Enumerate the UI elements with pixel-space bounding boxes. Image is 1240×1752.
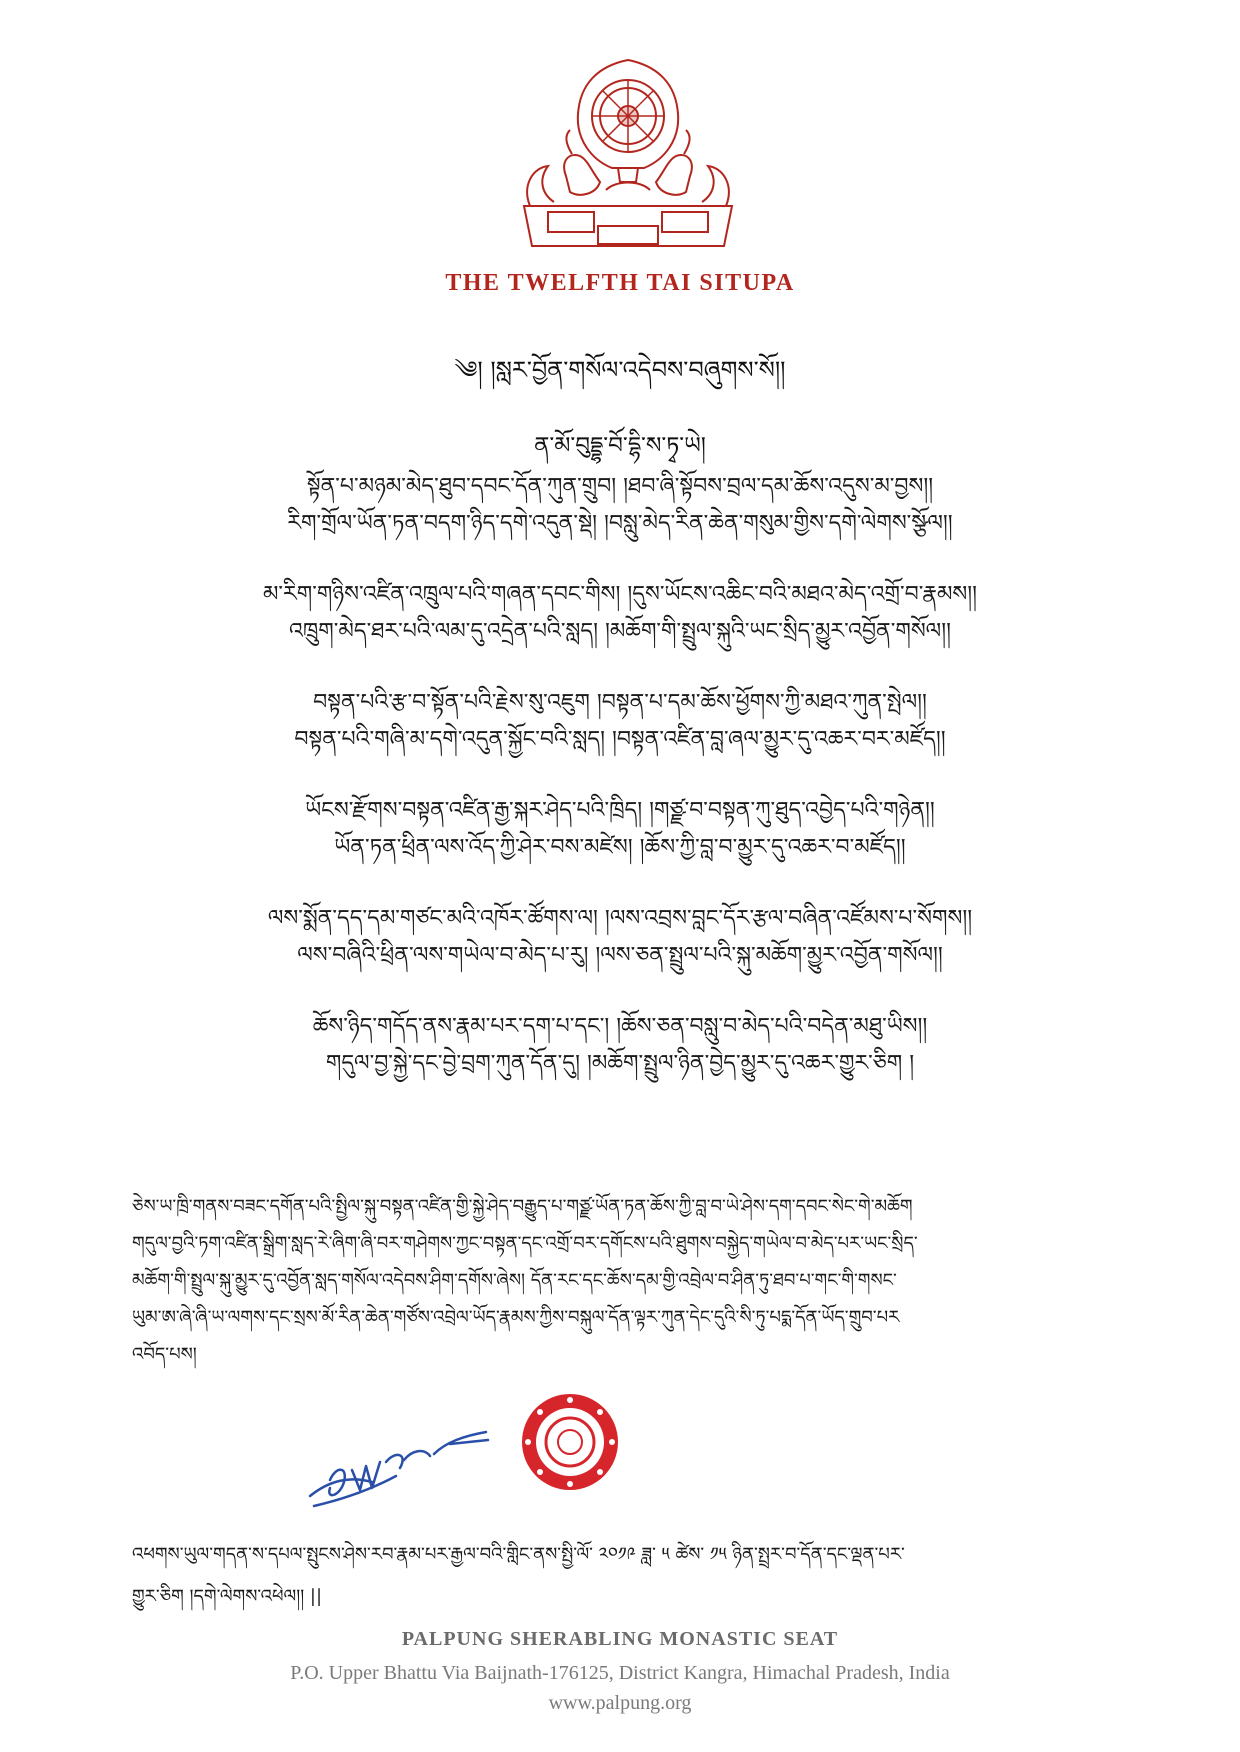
- letter-heading: ༄། །སླར་བྱོན་གསོལ་འདེབས་བཞུགས་སོ།།: [454, 356, 786, 384]
- verse-line: ལས་སྨོན་དད་དམ་གཙང་མའི་འཁོར་ཚོགས་ལ། །ལས་འབྲས་བླང་དོར་རྩལ་བཞིན་འཛོམས་པ་སོགས།།: [267, 906, 973, 931]
- handwritten-signature: [300, 1410, 500, 1520]
- footer-org-name: PALPUNG SHERABLING MONASTIC SEAT: [401, 1628, 839, 1650]
- colophon-line: མཆོག་གི་སྤྲུལ་སྐུ་མྱུར་དུ་འབྱོན་སླད་གསོལ་འདེབས་ཤིག་དགོས་ཞེས། དོན་རང་དང་ཆོས་དམ་གྱི་འབྲེལ་བ་ཤིན་ཏུ་ཐབ་པ་གང་གི་གསང་: [132, 1270, 897, 1291]
- verse-line: ཡོངས་རྫོགས་བསྟན་འཛིན་རྒྱ་སྐར་ཤེད་པའི་ཁྲིད། །གཙྫ་བ་བསྟན་ཀུ་ཐུད་འབྱེད་པའི་གཉེན།།: [305, 798, 935, 823]
- verse-line: མ་རིག་གཉིས་འཛིན་འཁྲུལ་པའི་གཞན་དབང་གིས། །དུས་ཡོངས་འཆིང་བའི་མཐའ་མེད་འགྲོ་བ་རྣམས།།: [262, 582, 978, 607]
- stanza: [0, 576, 1240, 650]
- verse-line: བསྟན་པའི་གཞི་མ་དགེ་འདུན་སྐྱོང་བའི་སླད། །བསྟན་འཛིན་བླ་ཞལ་མྱུར་དུ་འཆར་བར་མཛོད།།: [294, 727, 946, 752]
- verse-line: གདུལ་བྱ་སྐྱེ་དང་བྱེ་བྲག་ཀུན་དོན་དུ། །མཆོག་སྤྲུལ་ཉིན་བྱེད་མྱུར་དུ་འཆར་གྱུར་ཅིག །: [325, 1051, 915, 1076]
- verse-line: འཁྲུག་མེད་ཐར་པའི་ལམ་དུ་འདྲེན་པའི་སླད། །མཆོག་གི་སྤྲུལ་སྐུའི་ཡང་སྲིད་མྱུར་འབྱོན་གསོལ།།: [289, 619, 951, 644]
- date-line: [132, 1534, 1102, 1618]
- stanza: [0, 1008, 1240, 1082]
- verse-line: བསྟན་པའི་རྩ་བ་སྟོན་པའི་རྗེས་སུ་འཇུག །བསྟན་པ་དམ་ཆོས་ཕྱོགས་ཀྱི་མཐའ་ཀུན་སྤེལ།།: [313, 690, 927, 715]
- verse-line: ཡོན་ཏན་ཕྲིན་ལས་འོད་ཀྱི་ཤེར་བས་མཛེས། །ཆོས་ཀྱི་བླ་བ་མྱུར་དུ་འཆར་བ་མཛོད།།: [334, 835, 906, 860]
- colophon-line: ཅེས་ཡ་ཁྲི་གནས་བཟང་དགོན་པའི་སྤྱིལ་སྐུ་བསྟན་འཛིན་གྱི་སྐྱེ་ཤེད་བརྒྱུད་པ་གཙྫ་ཡོན་ཏན་ཆོས་ཀྱི་བླ་བ་ཡེ་ཤེས་དག་དབང་སེང་གེ་མཆོག: [132, 1196, 913, 1217]
- footer-address: P.O. Upper Bhattu Via Baijnath-176125, District Kangra, Himachal Pradesh, India: [290, 1662, 950, 1684]
- date-line-text: གྱུར་ཅིག །དགེ་ལེགས་འཕེལ།། ||: [132, 1586, 323, 1607]
- verse-line: ཆོས་ཉིད་གདོད་ནས་རྣམ་པར་དག་པ་དང་། །ཆོས་ཅན་བསླུ་བ་མེད་པའི་བདེན་མཐུ་ཡིས།།: [312, 1014, 928, 1039]
- stanza: [0, 900, 1240, 974]
- verse-line: སྟོན་པ་མཉམ་མེད་ཐུབ་དབང་དོན་ཀུན་གྲུབ། །ཐབ་ཞི་སྟོབས་བྲལ་དམ་ཆོས་འདུས་མ་བྱས།།: [306, 474, 934, 499]
- colophon-line: གདུལ་བྱའི་ཏག་འཛིན་སྒྲིག་སླད་རེ་ཞིག་ཞི་བར་གཤེགས་ཀྱང་བསྟན་དང་འགྲོ་བར་དགོངས་པའི་ཐུགས་བསྐྱེད་གཡེལ་བ་མེད་པར་ཡང་སྲིད་: [132, 1233, 918, 1254]
- header-title: THE TWELFTH TAI SITUPA: [445, 270, 795, 296]
- colophon-line: ཡུམ་ཨ་ཞེ་ཞི་ཡ་ལགས་དང་སྲས་མོ་རིན་ཆེན་གཙོས་འབྲེལ་ཡོད་རྣམས་ཀྱིས་བསྐུལ་དོན་ལྟར་ཀུན་དེང་དུའི་སི་ཏུ་པདྨ་དོན་ཡོད་གྲུབ་པར: [132, 1307, 900, 1328]
- colophon-line: འབོད་པས།: [132, 1344, 197, 1365]
- stanza: [0, 792, 1240, 866]
- date-line-text: འཕགས་ཡུལ་གདན་ས་དཔལ་སྤུངས་ཤེས་རབ་རྣམ་པར་རྒྱལ་བའི་གླིང་ནས་སྤྱི་ལོ་ ༢༠༡༩ ཟླ་ ༥ ཚེས་ ༡༥ ཉིན་སྤྲར་བ་དོན་དང་ལྡན་པར་: [132, 1544, 905, 1565]
- stanza: [0, 684, 1240, 758]
- verse-line: ལས་བཞིའི་ཕྲིན་ལས་གཡེལ་བ་མེད་པ་རུ། །ལས་ཅན་སྤྲུལ་པའི་སྐུ་མཆོག་མྱུར་འབྱོན་གསོལ།།: [297, 943, 943, 968]
- footer-website-link[interactable]: www.palpung.org: [548, 1692, 692, 1714]
- dharma-wheel-emblem: [508, 56, 748, 256]
- verse-section: [0, 468, 1240, 1116]
- mantra-line: ན་མོ་བུདྡྷ་བོ་དྷི་ས་ཏྭ་ཡེ།: [534, 433, 706, 459]
- red-seal-stamp: [518, 1390, 622, 1494]
- verse-line: རིག་གྲོལ་ཡོན་ཏན་བདག་ཉིད་དགེ་འདུན་སྡེ། །བསླུ་མེད་རིན་ཆེན་གསུམ་གྱིས་དགེ་ལེགས་སྩོལ།།: [287, 511, 953, 536]
- colophon-paragraph: [132, 1188, 1102, 1373]
- stanza: [0, 468, 1240, 542]
